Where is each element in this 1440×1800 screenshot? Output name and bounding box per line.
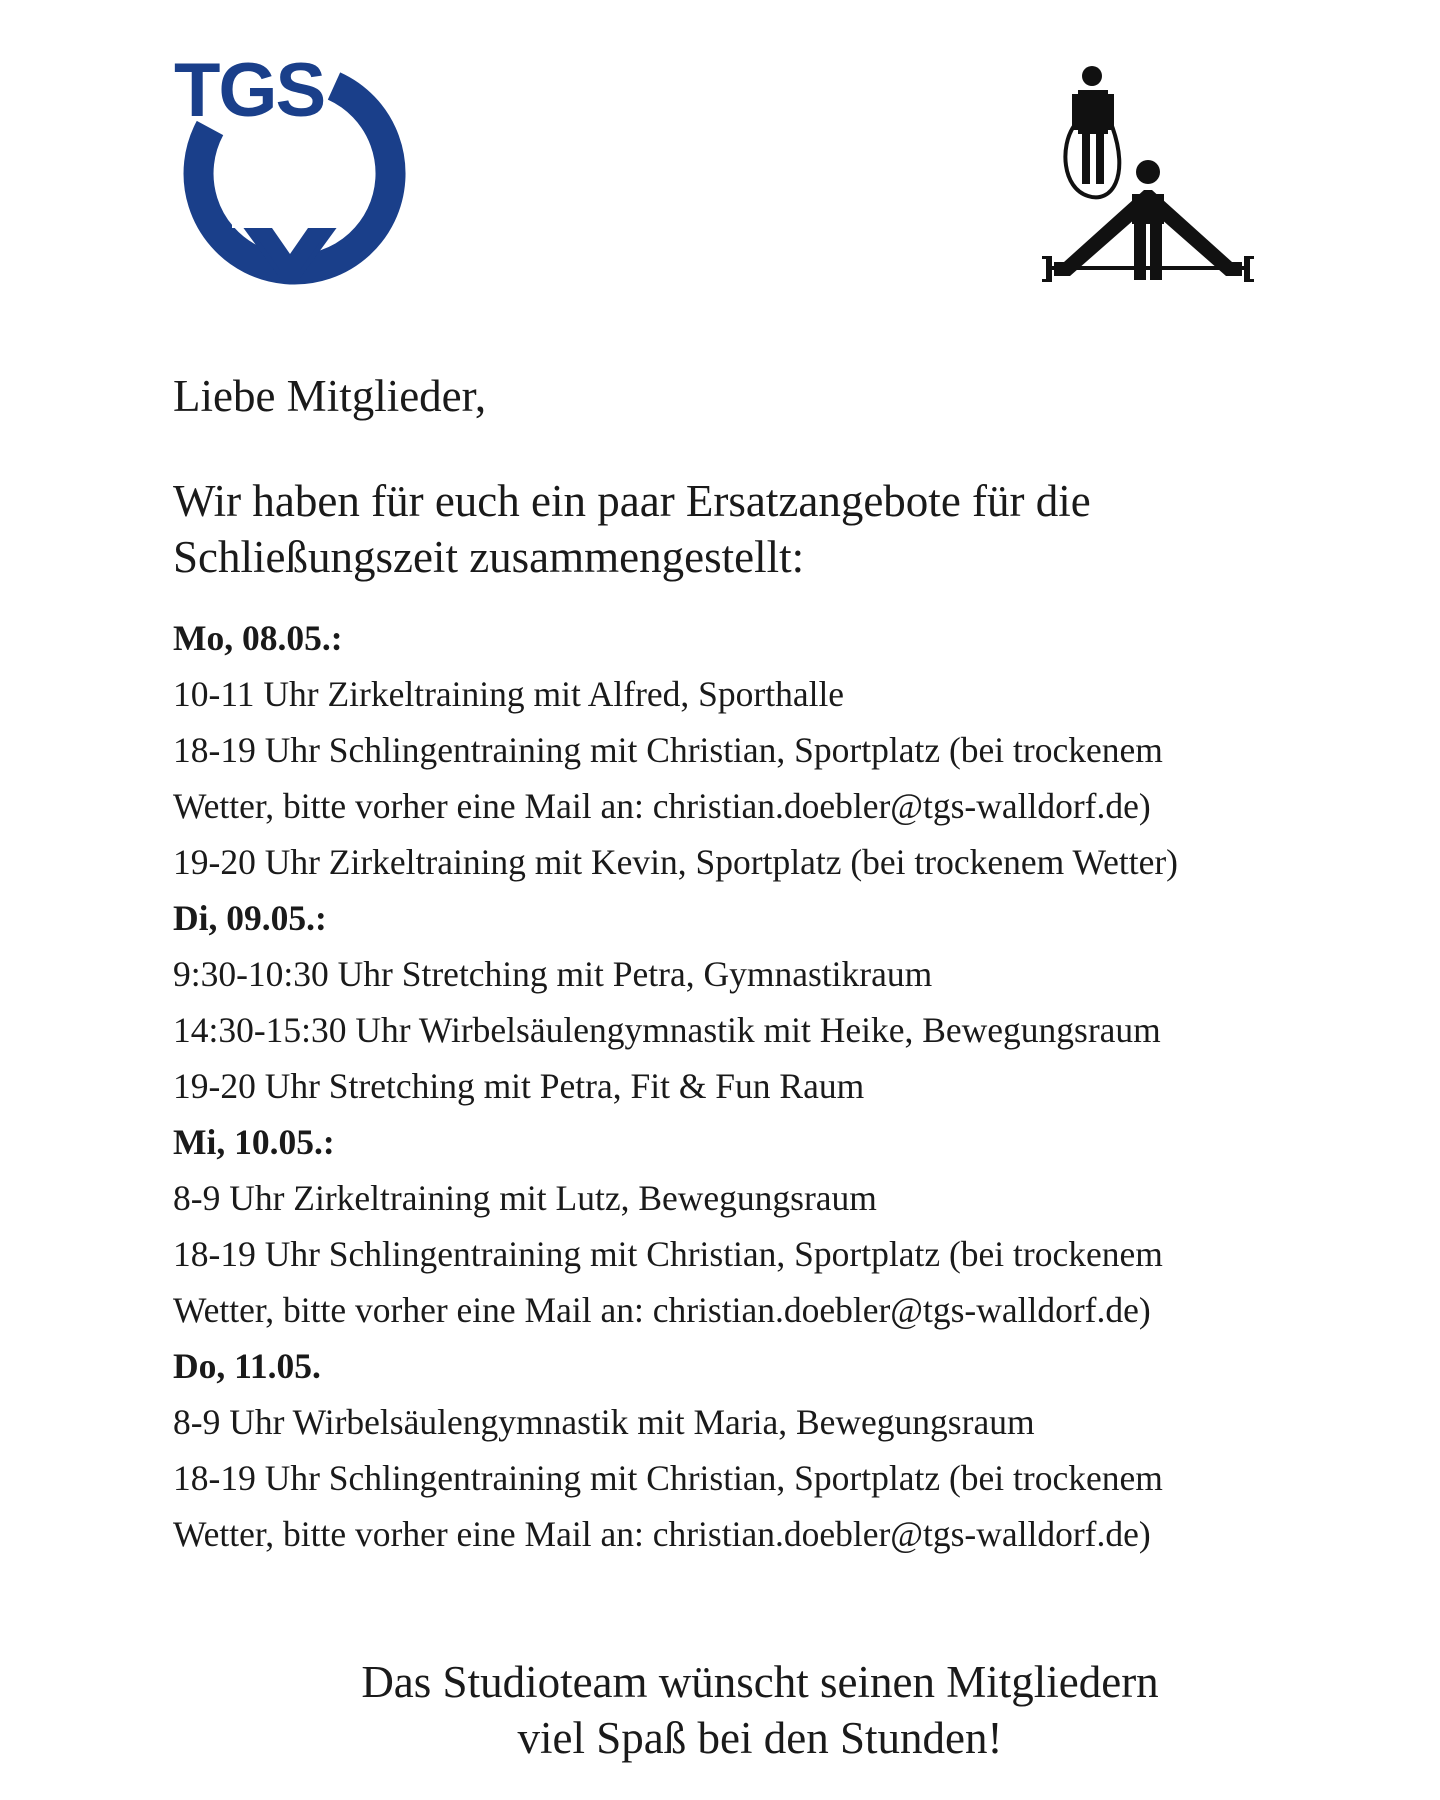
schedule-entry: 9:30-10:30 Uhr Stretching mit Petra, Gymnastikraum — [173, 954, 933, 994]
day-heading: Di, 09.05.: — [173, 898, 327, 938]
schedule-entry: 14:30-15:30 Uhr Wirbelsäulengymnastik mit Heike, Bewegungsraum — [173, 1010, 1161, 1050]
tgs-logo — [172, 56, 410, 288]
fitness-pictogram-icon — [1040, 66, 1256, 284]
schedule-entry: Wetter, bitte vorher eine Mail an: christian.doebler@tgs-walldorf.de) — [173, 1514, 1151, 1554]
logo-text: TGS — [174, 56, 325, 133]
schedule-day-wednesday — [173, 1114, 1323, 1338]
closing-message — [0, 1654, 1440, 1766]
schedule-entry: Wetter, bitte vorher eine Mail an: christian.doebler@tgs-walldorf.de) — [173, 786, 1151, 826]
greeting: Liebe Mitglieder, — [173, 371, 487, 421]
intro-line: Schließungszeit zusammengestellt: — [173, 532, 805, 582]
schedule-entry: Wetter, bitte vorher eine Mail an: christian.doebler@tgs-walldorf.de) — [173, 1290, 1151, 1330]
closing-line: viel Spaß bei den Stunden! — [517, 1713, 1003, 1763]
schedule-day-monday — [173, 610, 1323, 890]
closing-line: Das Studioteam wünscht seinen Mitgliedern — [361, 1657, 1159, 1707]
intro-line: Wir haben für euch ein paar Ersatzangebote für die — [173, 476, 1091, 526]
schedule-entry: 10-11 Uhr Zirkeltraining mit Alfred, Sporthalle — [173, 674, 845, 714]
day-heading: Do, 11.05. — [173, 1346, 321, 1386]
day-heading: Mi, 10.05.: — [173, 1122, 335, 1162]
schedule-entry: 8-9 Uhr Zirkeltraining mit Lutz, Bewegungsraum — [173, 1178, 877, 1218]
schedule-entry: 19-20 Uhr Zirkeltraining mit Kevin, Sportplatz (bei trockenem Wetter) — [173, 842, 1178, 882]
schedule-day-tuesday — [173, 890, 1323, 1114]
schedule-day-thursday — [173, 1338, 1323, 1562]
schedule-entry: 18-19 Uhr Schlingentraining mit Christian, Sportplatz (bei trockenem — [173, 730, 1163, 770]
schedule-entry: 19-20 Uhr Stretching mit Petra, Fit & Fun Raum — [173, 1066, 865, 1106]
schedule-entry: 18-19 Uhr Schlingentraining mit Christian, Sportplatz (bei trockenem — [173, 1458, 1163, 1498]
schedule-entry: 8-9 Uhr Wirbelsäulengymnastik mit Maria, Bewegungsraum — [173, 1402, 1035, 1442]
schedule-list — [173, 610, 1323, 1562]
intro-text — [173, 473, 1293, 585]
schedule-entry: 18-19 Uhr Schlingentraining mit Christian, Sportplatz (bei trockenem — [173, 1234, 1163, 1274]
day-heading: Mo, 08.05.: — [173, 618, 343, 658]
